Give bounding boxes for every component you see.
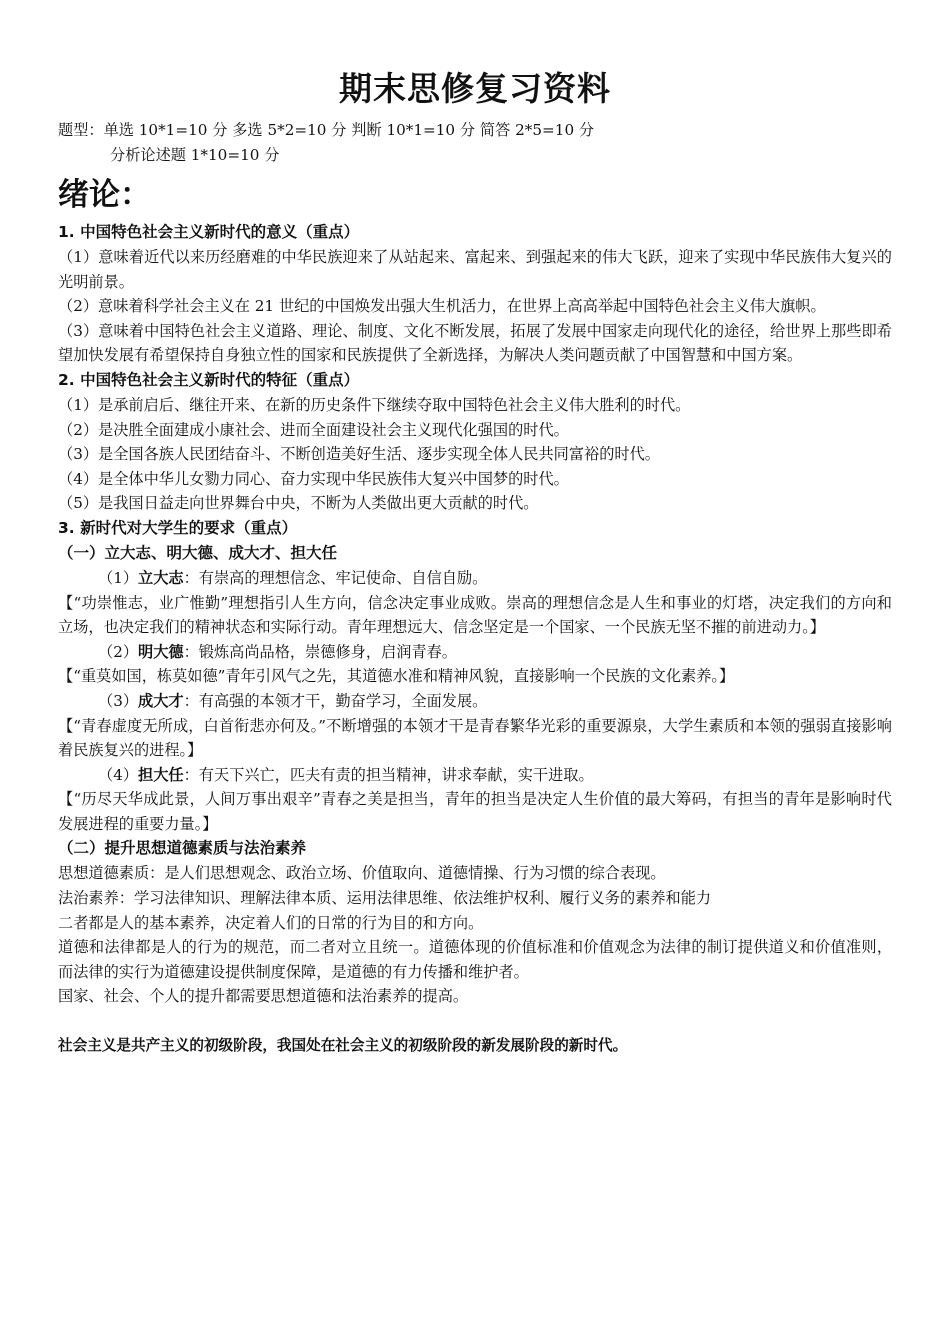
s1-item-2: （2）意味着科学社会主义在 21 世纪的中国焕发出强大生机活力，在世界上高高举起中国特色社会主义伟大旗帜。 — [58, 297, 826, 316]
s2-item-5: （5）是我国日益走向世界舞台中央，不断为人类做出更大贡献的时代。 — [58, 494, 539, 513]
point-1-note: 【“功崇惟志，业广惟勤”理想指引人生方向，信念决定事业成败。崇高的理想信念是人生和事业的灯塔，决定我们的方向和立场，也决定我们的精神状态和实际行动。青年理想远大、信念坚定是一个国家、一个民族无坚不摧的前进动力。】 — [58, 593, 892, 637]
s1-item-1: （1）意味着近代以来历经磨难的中华民族迎来了从站起来、富起来、到强起来的伟大飞跃，迎来了实现中华民族伟大复兴的光明前景。 — [58, 248, 892, 291]
page-title: 期末思修复习资料 — [339, 69, 611, 108]
point-4-note: 【“历尽天华成此景，人间万事出艰辛”青春之美是担当，青年的担当是决定人生价值的最大筹码，有担当的青年是影响时代发展进程的重要力量。】 — [58, 790, 892, 833]
point-3-note: 【“青春虚度无所成，白首衔悲亦何及。”不断增强的本领才干是青春繁华光彩的重要源泉，大学生素质和本领的强弱直接影响着民族复兴的进程。】 — [58, 716, 892, 760]
exam-format-line1: 题型：单选 10*1=10 分 多选 5*2=10 分 判断 10*1=10 分 简答 2*5=10 分 — [58, 121, 595, 139]
point-4-term: 担大任 — [138, 765, 184, 784]
point-3-text: ：有高强的本领才干，勤奋学习，全面发展。 — [183, 691, 488, 710]
s3-sub2-heading: （二）提升思想道德素质与法治素养 — [58, 839, 307, 858]
sub2-para-2: 法治素养：学习法律知识、理解法律本质、运用法律思维、依法维护权利、履行义务的素养和能力 — [58, 889, 712, 908]
s1-item-3: （3）意味着中国特色社会主义道路、理论、制度、文化不断发展，拓展了发展中国家走向现代化的途径，给世界上那些即希望加快发展有希望保持自身独立性的国家和民族提供了全新选择，为解决人类问题贡献了中国智慧和中国方案。 — [58, 321, 892, 365]
point-2 — [58, 640, 892, 665]
sub2-para-4: 道德和法律都是人的行为的规范，而二者对立且统一。道德体现的价值标准和价值观念为法律的制订提供道义和价值准则，而法律的实行为道德建设提供制度保障，是道德的有力传播和维护者。 — [58, 938, 892, 981]
point-2-term: 明大德 — [138, 642, 184, 661]
s2-heading: 2. 中国特色社会主义新时代的特征（重点） — [58, 370, 360, 389]
point-4-num: （4） — [98, 765, 139, 784]
section-title: 绪论： — [58, 177, 151, 213]
spacer — [58, 1009, 892, 1034]
point-4 — [58, 763, 892, 788]
sub2-para-5: 国家、社会、个人的提升都需要思想道德和法治素养的提高。 — [58, 987, 469, 1006]
point-4-text: ：有天下兴亡，匹夫有责的担当精神，讲求奉献，实干进取。 — [183, 765, 594, 784]
s2-item-3: （3）是全国各族人民团结奋斗、不断创造美好生活、逐步实现全体人民共同富裕的时代。 — [58, 445, 660, 464]
point-3-num: （3） — [98, 691, 139, 710]
exam-format-line2: 分析论述题 1*10=10 分 — [110, 146, 280, 164]
point-1 — [58, 566, 892, 591]
point-1-term: 立大志 — [138, 568, 184, 587]
point-2-num: （2） — [98, 642, 139, 661]
sub2-para-1: 思想道德素质：是人们思想观念、政治立场、价值取向、道德情操、行为习惯的综合表现。 — [58, 864, 666, 883]
point-2-note: 【“重莫如国，栋莫如德”青年引风气之先，其道德水准和精神风貌，直接影响一个民族的文化素养。】 — [58, 667, 735, 686]
s2-item-2: （2）是决胜全面建成小康社会、进而全面建设社会主义现代化强国的时代。 — [58, 420, 569, 439]
s1-heading: 1. 中国特色社会主义新时代的意义（重点） — [58, 223, 360, 241]
point-2-text: ：锻炼高尚品格，崇德修身，启润青春。 — [183, 642, 457, 661]
point-3 — [58, 689, 892, 714]
s2-item-4: （4）是全体中华儿女勠力同心、奋力实现中华民族伟大复兴中国梦的时代。 — [58, 469, 569, 488]
s3-sub1-heading: （一）立大志、明大德、成大才、担大任 — [58, 543, 338, 562]
s2-item-1: （1）是承前启后、继往开来、在新的历史条件下继续夺取中国特色社会主义伟大胜利的时代。 — [58, 395, 691, 414]
point-3-term: 成大才 — [138, 691, 184, 710]
point-1-num: （1） — [98, 568, 139, 587]
sub2-para-3: 二者都是人的基本素养，决定着人们的日常的行为目的和方向。 — [58, 913, 484, 932]
s3-heading: 3. 新时代对大学生的要求（重点） — [58, 518, 298, 537]
final-statement: 社会主义是共产主义的初级阶段，我国处在社会主义的初级阶段的新发展阶段的新时代。 — [58, 1037, 628, 1055]
point-1-text: ：有崇高的理想信念、牢记使命、自信自励。 — [183, 568, 488, 587]
